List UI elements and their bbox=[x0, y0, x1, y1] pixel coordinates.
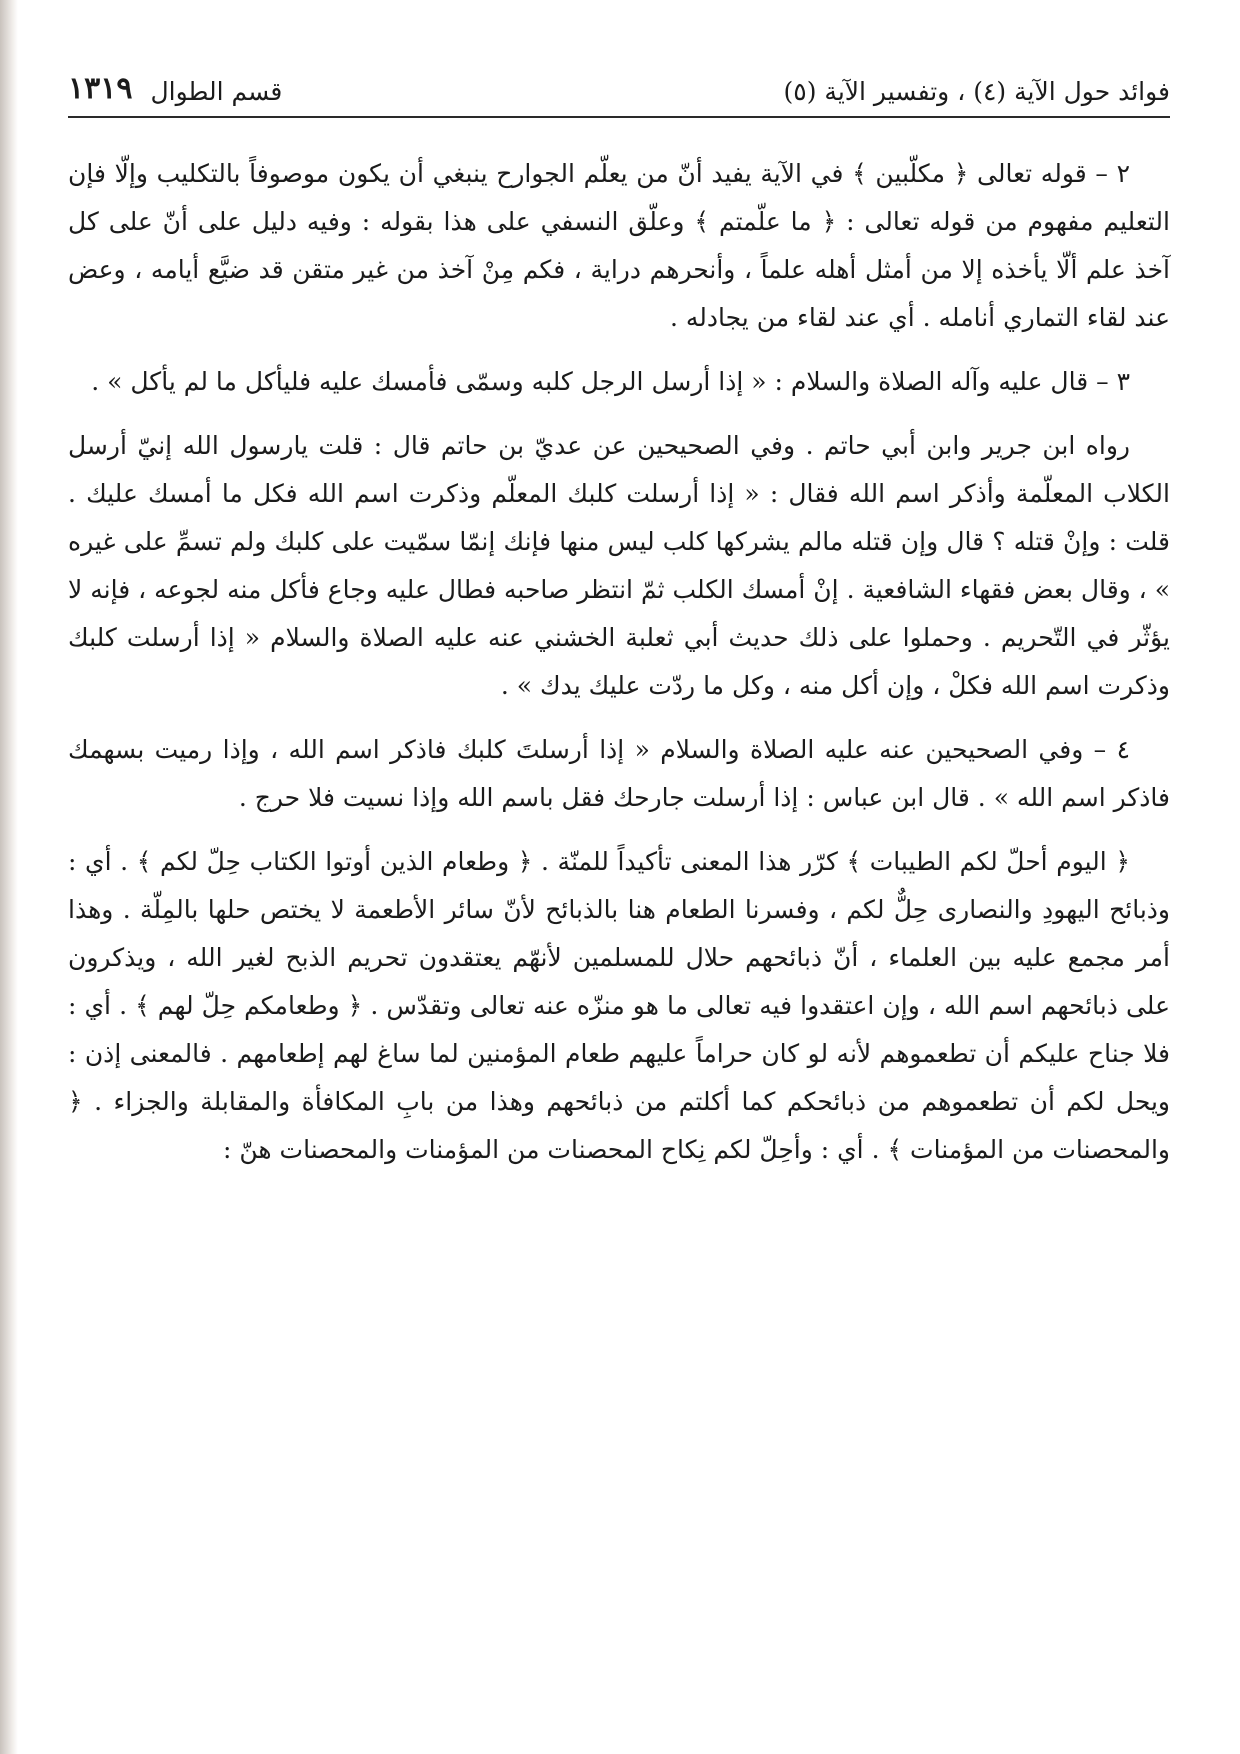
paragraph-point-2: ٢ – قوله تعالى ﴿ مكلّبين ﴾ في الآية يفيد أنّ من يعلّم الجوارح ينبغي أن يكون موصوفاً بالتكليب وإلّا فإن التعليم مفهوم من قوله تعالى : ﴿ ما علّمتم ﴾ وعلّق النسفي على هذا بقوله : وفيه دليل على أنّ على كل آخذ علم ألّا يأخذه إلا من أمثل أهله علماً ، وأنحرهم دراية ، فكم مِنْ آخذ من غير متقن قد ضيَّع أيامه ، وعض عند لقاء التماري أنامله . أي عند لقاء من يجادله . bbox=[68, 159, 1170, 332]
paragraph-point-4: ٤ – وفي الصحيحين عنه عليه الصلاة والسلام « إذا أرسلتَ كلبك فاذكر اسم الله ، وإذا رميت بسهمك فاذكر اسم الله » . قال ابن عباس : إذا أرسلت جارحك فقل باسم الله وإذا نسيت فلا حرج . bbox=[68, 735, 1170, 812]
running-header bbox=[68, 58, 1170, 118]
paragraph-hadith-narration: رواه ابن جرير وابن أبي حاتم . وفي الصحيحين عن عديّ بن حاتم قال : قلت يارسول الله إنيّ أرسل الكلاب المعلّمة وأذكر اسم الله فقال : « إذا أرسلت كلبك المعلّم وذكرت اسم الله فكل ما أمسك عليك . قلت : وإنْ قتله ؟ قال وإن قتله مالم يشركها كلب ليس منها فإنك إنمّا سمّيت على كلبك ولم تسمِّ على غيره » ، وقال بعض فقهاء الشافعية . إنْ أمسك الكلب ثمّ انتظر صاحبه فطال عليه وجاع فأكل منه لجوعه ، فإنه لا يؤثّر في التّحريم . وحملوا على ذلك حديث أبي ثعلبة الخشني عنه عليه الصلاة والسلام « إذا أرسلت كلبك وذكرت اسم الله فكلْ ، وإن أكل منه ، وكل ما ردّت عليك يدك » . bbox=[68, 431, 1170, 700]
header-section-group bbox=[68, 71, 282, 106]
header-section: قسم الطوال bbox=[150, 77, 283, 106]
header-title: فوائد حول الآية (٤) ، وتفسير الآية (٥) bbox=[783, 77, 1170, 106]
page-body bbox=[68, 150, 1170, 1188]
paragraph-verse-commentary: ﴿ اليوم أحلّ لكم الطيبات ﴾ كرّر هذا المعنى تأكيداً للمنّة . ﴿ وطعام الذين أوتوا الكتاب حِلّ لكم ﴾ . أي : وذبائح اليهودِ والنصارى حِلٌّ لكم ، وفسرنا الطعام هنا بالذبائح لأنّ سائر الأطعمة لا يختص حلها بالمِلّة . وهذا أمر مجمع عليه بين العلماء ، أنّ ذبائحهم حلال للمسلمين لأنهّم يعتقدون تحريم الذبح لغير الله ، ويذكرون على ذبائحهم اسم الله ، وإن اعتقدوا فيه تعالى ما هو منزّه عنه تعالى وتقدّس . ﴿ وطعامكم حِلّ لهم ﴾ . أي : فلا جناح عليكم أن تطعموهم لأنه لو كان حراماً عليهم طعام المؤمنين لما ساغ لهم إطعامهم . فالمعنى إذن : ويحل لكم أن تطعموهم من ذبائحكم كما أكلتم من ذبائحهم وهذا من بابِ المكافأة والمقابلة والجزاء . ﴿ والمحصنات من المؤمنات ﴾ . أي : وأحِلّ لكم نِكاح المحصنات من المؤمنات والمحصنات هنّ : bbox=[68, 847, 1170, 1164]
paragraph-point-3: ٣ – قال عليه وآله الصلاة والسلام : « إذا أرسل الرجل كلبه وسمّى فأمسك عليه فليأكل ما لم يأكل » . bbox=[91, 367, 1130, 396]
page-number: ١٣١٩ bbox=[68, 71, 133, 106]
